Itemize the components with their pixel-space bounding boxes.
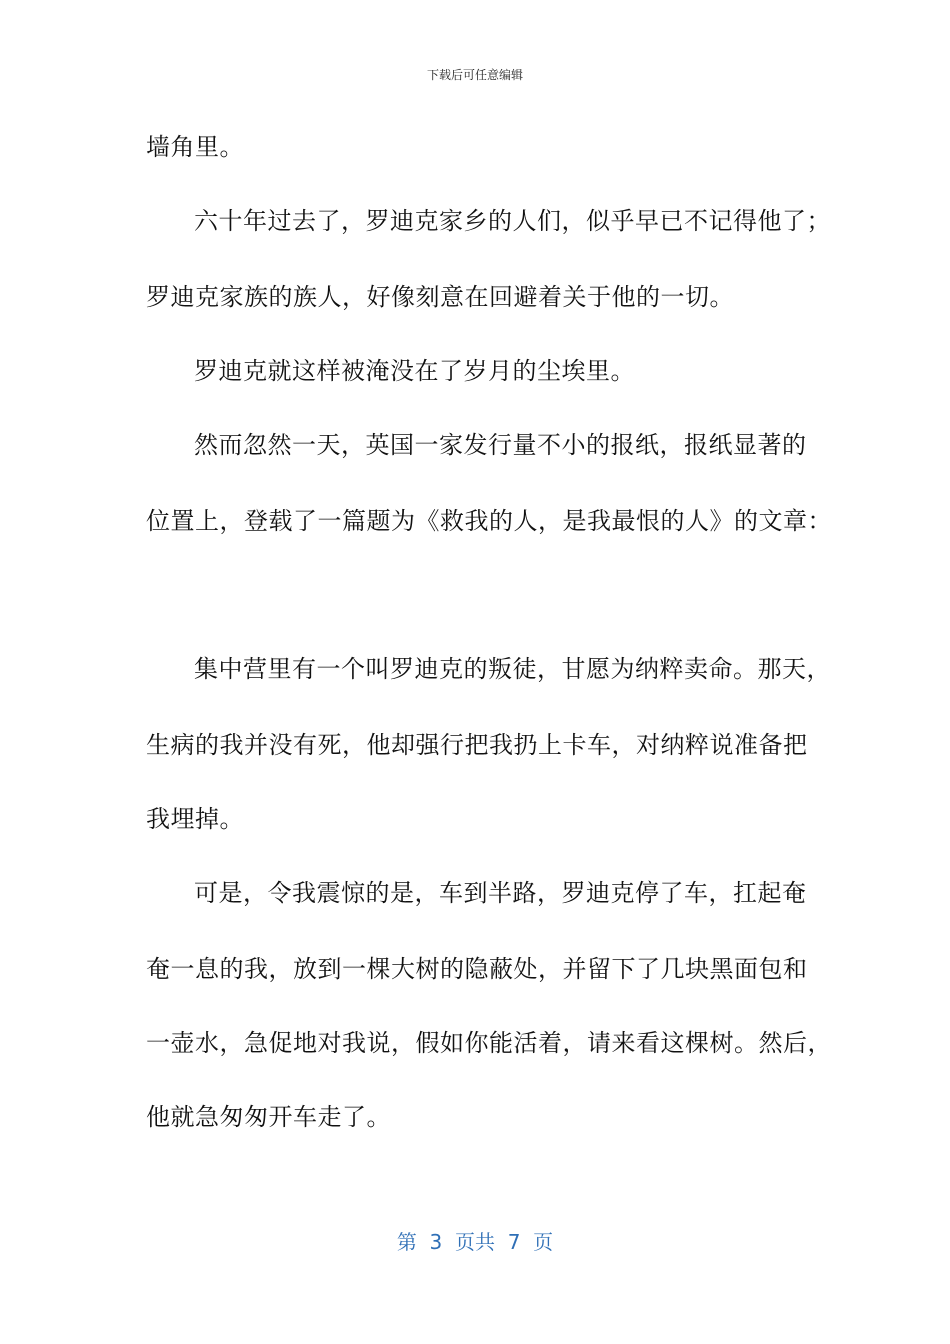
body-line: 生病的我并没有死，他却强行把我扔上卡车，对纳粹说准备把 [146, 731, 808, 759]
current-page-number: 3 [429, 1230, 443, 1254]
body-line: 墙角里。 [146, 133, 244, 161]
body-line: 罗迪克就这样被淹没在了岁月的尘埃里。 [194, 357, 635, 385]
body-line: 我埋掉。 [146, 805, 244, 833]
body-line: 罗迪克家族的族人，好像刻意在回避着关于他的一切。 [146, 283, 734, 311]
body-line: 集中营里有一个叫罗迪克的叛徒，甘愿为纳粹卖命。那天， [194, 655, 831, 683]
total-pages-number: 7 [507, 1230, 521, 1254]
page-suffix: 页 [533, 1230, 554, 1254]
body-line: 可是，令我震惊的是，车到半路，罗迪克停了车，扛起奄 [194, 879, 807, 907]
body-line: 位置上，登载了一篇题为《救我的人，是我最恨的人》的文章： [146, 507, 832, 535]
page-footer [0, 1226, 950, 1255]
body-line: 六十年过去了，罗迪克家乡的人们，似乎早已不记得他了； [194, 207, 831, 235]
page-mid: 页共 [455, 1230, 495, 1254]
body-line: 一壶水，急促地对我说，假如你能活着，请来看这棵树。然后， [146, 1029, 832, 1057]
body-line: 他就急匆匆开车走了。 [146, 1103, 391, 1131]
page-header-note: 下载后可任意编辑 [426, 68, 523, 82]
body-line: 然而忽然一天，英国一家发行量不小的报纸，报纸显著的 [194, 431, 807, 459]
page-prefix: 第 [396, 1230, 417, 1254]
body-line: 奄一息的我，放到一棵大树的隐蔽处，并留下了几块黑面包和 [146, 955, 808, 983]
